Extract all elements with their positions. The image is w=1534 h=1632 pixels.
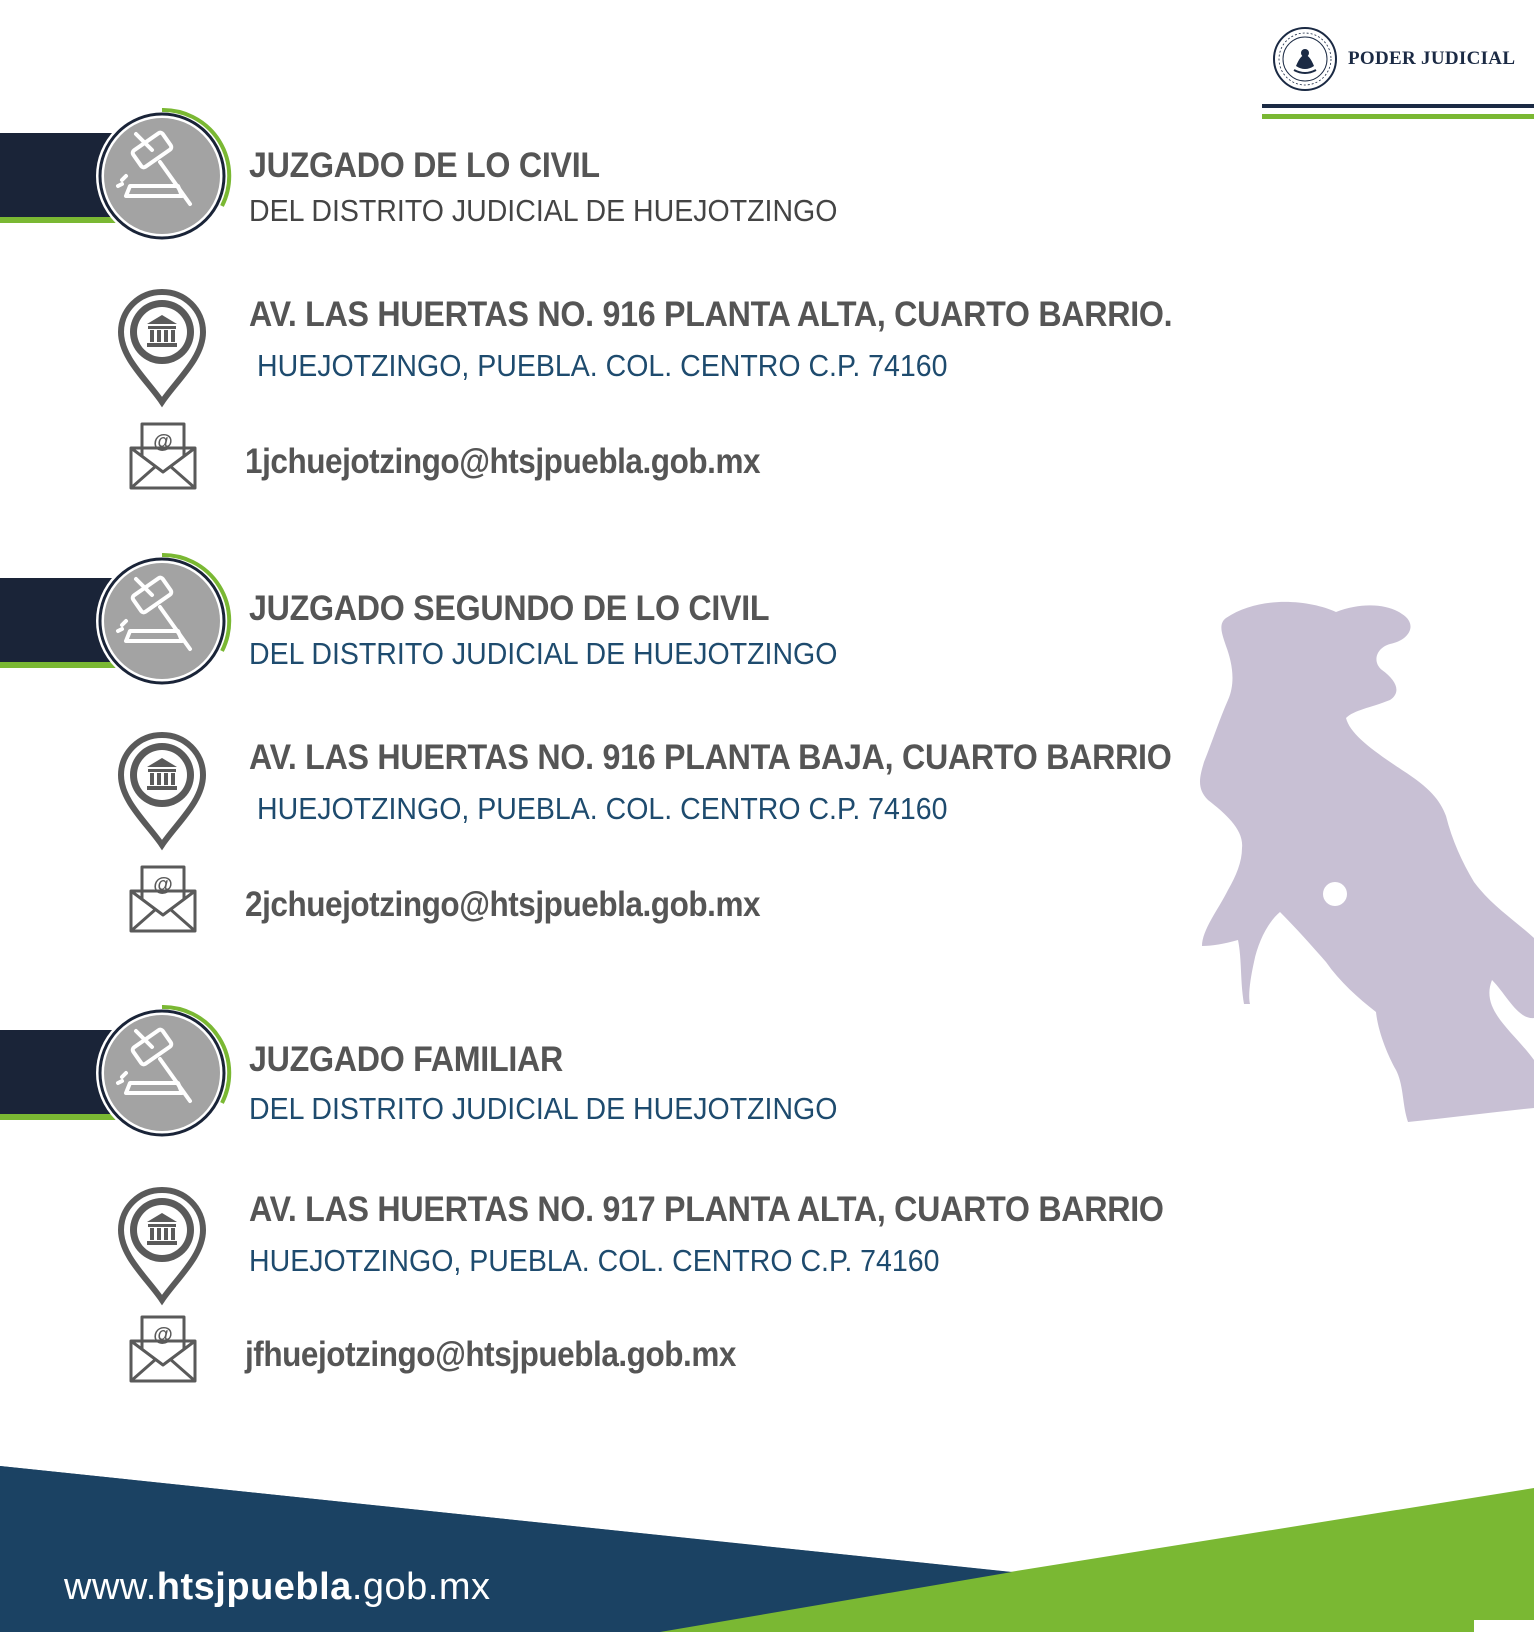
address-line: AV. LAS HUERTAS NO. 916 PLANTA ALTA, CUARTO BARRIO. [249,295,1173,334]
court-district: DEL DISTRITO JUDICIAL DE HUEJOTZINGO [249,193,838,228]
state-seal-icon [1272,26,1338,92]
email-icon [128,420,198,492]
svg-text:@: @ [153,874,173,896]
address-line: AV. LAS HUERTAS NO. 916 PLANTA BAJA, CUARTO BARRIO [249,738,1172,777]
email-icon [128,863,198,935]
header-logo [1262,18,1534,128]
gavel-icon [92,106,232,246]
location-pin-icon [117,731,207,851]
court-district: DEL DISTRITO JUDICIAL DE HUEJOTZINGO [249,636,838,671]
court-title: JUZGADO SEGUNDO DE LO CIVIL [249,589,770,628]
address-city: HUEJOTZINGO, PUEBLA. COL. CENTRO C.P. 74160 [249,1243,940,1278]
url-domain: htsjpuebla [156,1566,352,1608]
email-address[interactable]: 1jchuejotzingo@htsjpuebla.gob.mx [245,442,761,481]
municipality-map [1140,600,1534,1170]
url-suffix: .gob.mx [351,1566,491,1608]
footer-website-link[interactable] [64,1566,491,1609]
email-address[interactable]: jfhuejotzingo@htsjpuebla.gob.mx [245,1335,736,1374]
address-line: AV. LAS HUERTAS NO. 917 PLANTA ALTA, CUARTO BARRIO [249,1190,1164,1229]
email-address[interactable]: 2jchuejotzingo@htsjpuebla.gob.mx [245,885,761,924]
location-pin-icon [117,1186,207,1306]
url-prefix: www. [64,1566,157,1608]
svg-text:@: @ [153,431,173,453]
location-pin-icon [117,288,207,408]
logo-text: PODER JUDICIAL [1348,48,1516,69]
address-city: HUEJOTZINGO, PUEBLA. COL. CENTRO C.P. 74160 [257,791,948,826]
court-title: JUZGADO DE LO CIVIL [249,146,600,185]
svg-text:@: @ [153,1324,173,1346]
gavel-icon [92,551,232,691]
address-city: HUEJOTZINGO, PUEBLA. COL. CENTRO C.P. 74160 [257,348,948,383]
corner-mark [1474,1620,1534,1632]
header-divider-dark [1262,104,1534,108]
gavel-icon [92,1003,232,1143]
email-icon [128,1313,198,1385]
header-divider-green [1262,114,1534,119]
court-district: DEL DISTRITO JUDICIAL DE HUEJOTZINGO [249,1091,838,1126]
court-title: JUZGADO FAMILIAR [249,1040,564,1079]
